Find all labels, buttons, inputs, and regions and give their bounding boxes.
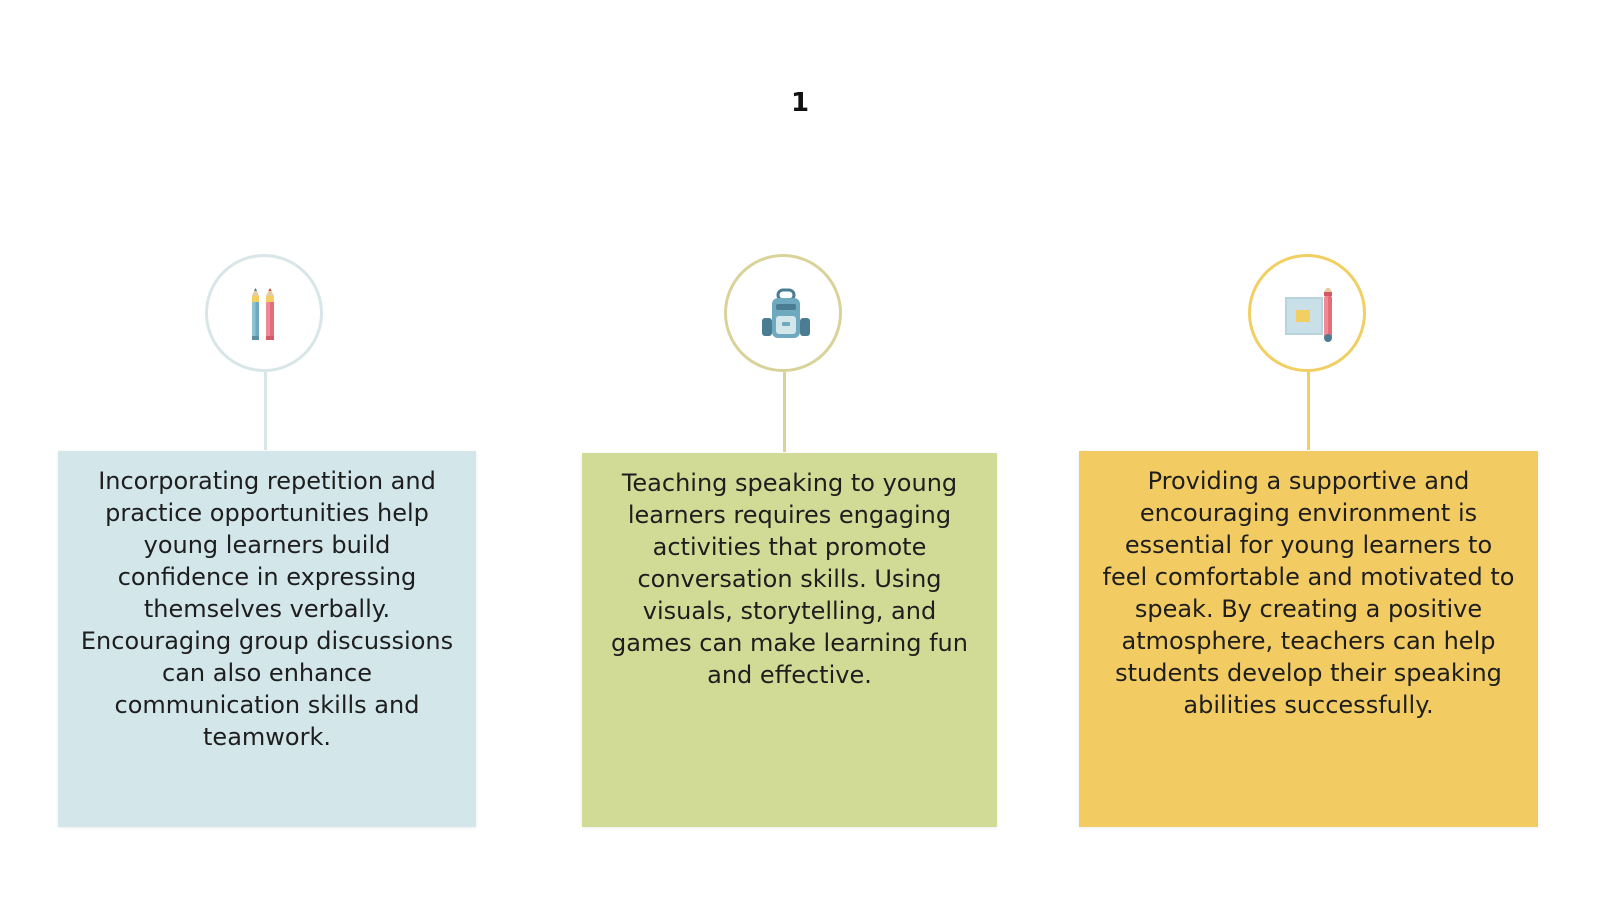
icon-circle-2: [724, 254, 842, 372]
drawing-board-icon: [1282, 288, 1338, 344]
icon-circle-1: [205, 254, 323, 372]
card-repetition: [58, 451, 476, 827]
card-text: Teaching speaking to young learners requires engaging activities that promote conversation skills. Using visuals, storytelling, and games can make learning fun and effective.: [611, 469, 968, 689]
pencils-icon: [239, 288, 295, 344]
card-teaching-speaking: [582, 453, 997, 827]
card-text: Providing a supportive and encouraging environment is essential for young learners to feel comfortable and motivated to speak. By creating a positive atmosphere, teachers can help students develop their speaking abilities successfully.: [1102, 467, 1515, 719]
connector-1: [264, 372, 267, 450]
connector-2: [783, 372, 786, 452]
card-supportive-environment: [1079, 451, 1538, 827]
page-title: 1: [790, 88, 810, 118]
backpack-icon: [758, 288, 814, 344]
connector-3: [1307, 372, 1310, 450]
card-text: Incorporating repetition and practice opportunities help young learners build confidence in expressing themselves verbally. Encouraging group discussions can also enhance communication skills and teamwork.: [80, 467, 454, 751]
icon-circle-3: [1248, 254, 1366, 372]
